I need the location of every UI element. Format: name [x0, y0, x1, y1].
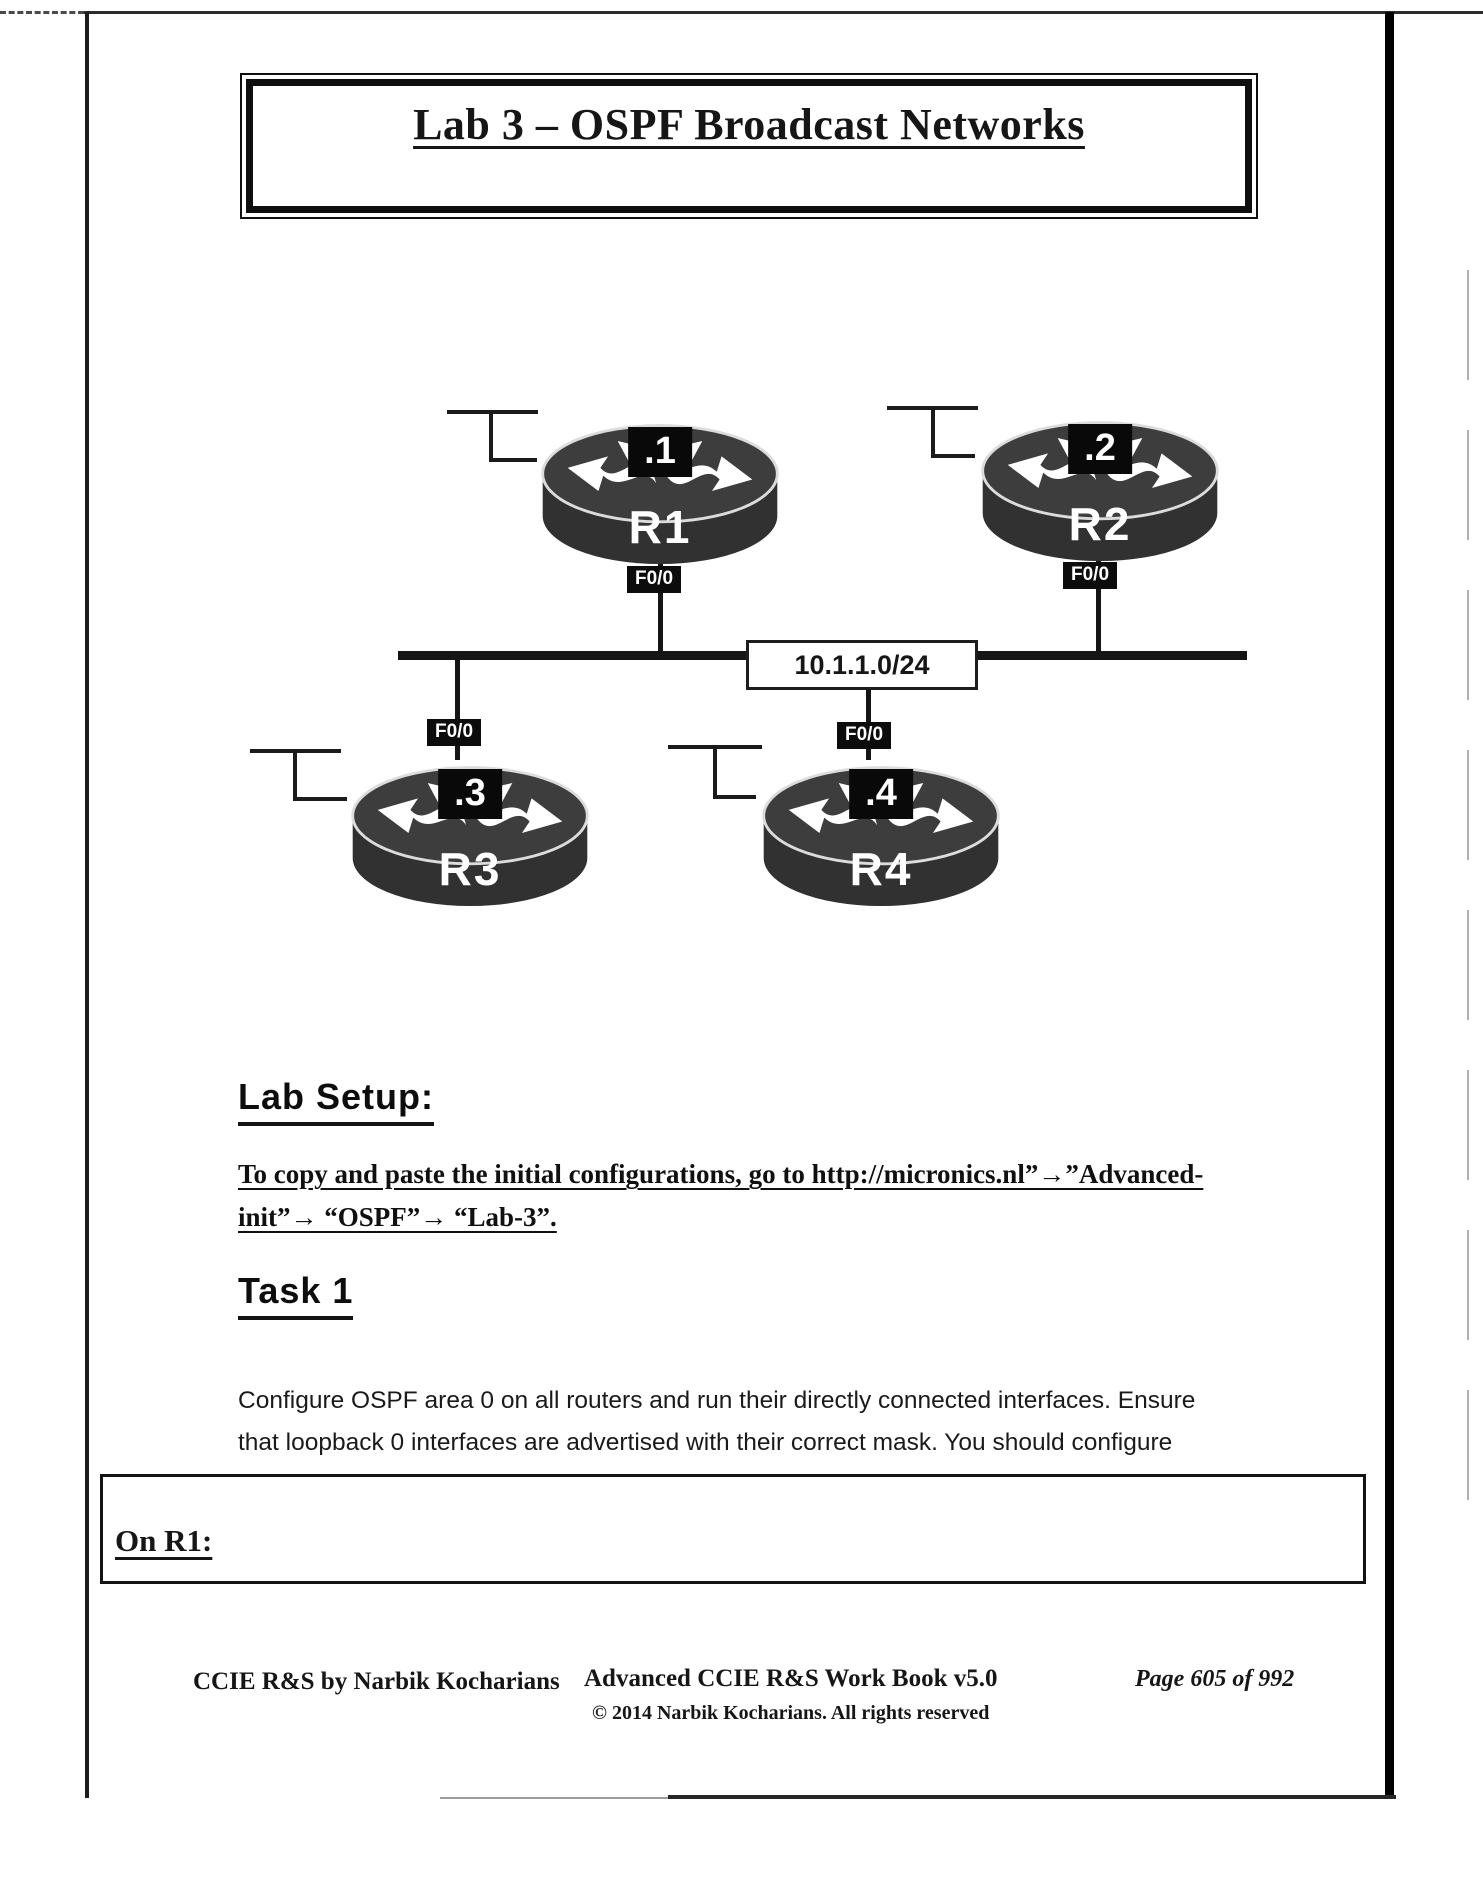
lab-setup-heading: Lab Setup: [238, 1076, 434, 1126]
interface-label-r4: F0/0 [837, 722, 891, 749]
lab-setup-text [238, 1153, 1203, 1238]
network-label: 10.1.1.0/24 [794, 649, 930, 680]
title-box-inner [246, 79, 1252, 213]
loopback-stub-r4 [668, 745, 762, 799]
router-ip-badge: .3 [438, 769, 502, 819]
task1-heading: Task 1 [238, 1270, 353, 1320]
loopback-stub-r2 [887, 406, 978, 459]
router-ip-badge: .2 [1068, 424, 1132, 474]
router-r2 [975, 411, 1225, 565]
loopback-stub-r1 [447, 410, 538, 463]
page-edge-scan-line [1467, 270, 1469, 1540]
router-ip-badge: .1 [628, 427, 692, 477]
footer-page-number: Page 605 of 992 [1135, 1666, 1295, 1692]
page-border-left [85, 12, 89, 1798]
lab-setup-line-2: init”→ “OSPF”→ “Lab-3”. [238, 1201, 557, 1232]
router-ip-badge: .4 [849, 769, 913, 819]
router-name: R2 [1068, 498, 1132, 550]
page-border-right-bar [1385, 12, 1394, 1798]
page-border-top-dashes [0, 11, 84, 14]
on-r1-box [100, 1474, 1366, 1584]
interface-label-r1: F0/0 [627, 566, 681, 593]
router-r4 [756, 756, 1006, 910]
router-name: R4 [849, 843, 913, 895]
page-title: Lab 3 – OSPF Broadcast Networks [413, 100, 1085, 149]
network-label-box [746, 640, 978, 690]
interface-label-r3: F0/0 [427, 719, 481, 746]
router-r3 [345, 756, 595, 910]
interface-label-r2: F0/0 [1063, 562, 1117, 589]
router-name: R1 [628, 501, 692, 553]
page-border-bottom [668, 1795, 1396, 1799]
page-border-top [84, 11, 1483, 14]
task1-line-1: Configure OSPF area 0 on all routers and run their directly connected interfaces. Ensure [238, 1387, 1196, 1414]
title-box [240, 73, 1258, 219]
lab-setup-line-1: To copy and paste the initial configurations, go to http://micronics.nl”→”Advanced- [238, 1159, 1204, 1189]
on-r1-label: On R1: [115, 1523, 213, 1558]
footer-copyright: © 2014 Narbik Kocharians. All rights reserved [592, 1702, 990, 1724]
router-name: R3 [438, 843, 502, 895]
footer-author: CCIE R&S by Narbik Kocharians [193, 1668, 560, 1695]
footer-book-title: Advanced CCIE R&S Work Book v5.0 [584, 1665, 998, 1692]
loopback-stub-r3 [250, 749, 347, 802]
task1-line-2: that loopback 0 interfaces are advertised with their correct mask. You should configure [238, 1429, 1173, 1457]
page-border-bottom-faint [440, 1797, 672, 1799]
router-r1 [535, 414, 785, 568]
